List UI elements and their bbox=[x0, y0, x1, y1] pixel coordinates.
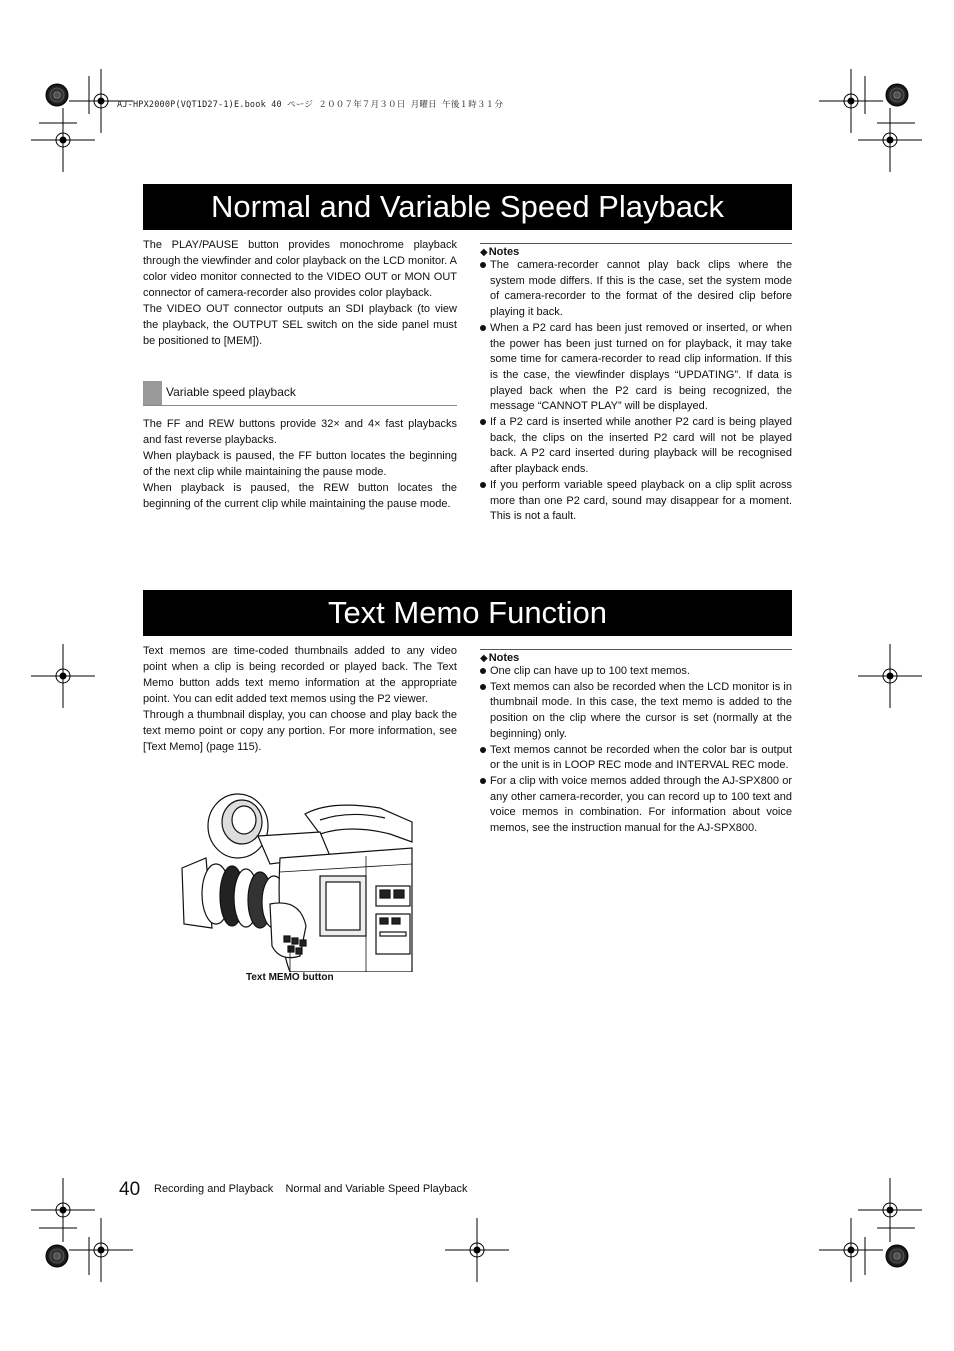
print-info-header: AJ-HPX2000P(VQT1D27-1)E.book 40 ページ ２００７年７月３０日 月曜日 午後１時３１分 bbox=[117, 100, 504, 110]
camera-illustration bbox=[180, 786, 414, 972]
notes-label: Notes bbox=[488, 652, 520, 664]
figure-caption: Text MEMO button bbox=[246, 972, 334, 983]
footer-breadcrumb: Recording and Playback Normal and Variable Speed Playback bbox=[154, 1183, 468, 1195]
page-number: 40 bbox=[119, 1179, 141, 1200]
bullet-icon bbox=[480, 482, 486, 488]
paragraph: When playback is paused, the FF button locates the beginning of the next clip while maintaining the pause mode. bbox=[143, 450, 457, 478]
list-item: If you perform variable speed playback on a clip split across more than one P2 card, sound may disappear for a moment. This is not a fault. bbox=[480, 478, 792, 525]
bullet-icon bbox=[480, 668, 486, 674]
notes-list-playback bbox=[480, 258, 792, 525]
list-item: Text memos cannot be recorded when the color bar is output or the unit is in LOOP REC mode and INTERVAL REC mode. bbox=[480, 743, 792, 774]
paragraph: The FF and REW buttons provide 32× and 4× fast playbacks and fast reverse playbacks. bbox=[143, 418, 457, 446]
section-title-playback: Normal and Variable Speed Playback bbox=[143, 184, 792, 230]
list-item: Text memos can also be recorded when the LCD monitor is in thumbnail mode. In this case, the text memo is added to the position on the clip where the cursor is set (normally at the beginning) only. bbox=[480, 680, 792, 743]
notes-label: Notes bbox=[488, 246, 520, 258]
section-title-text-memo: Text Memo Function bbox=[143, 590, 792, 636]
bullet-icon bbox=[480, 325, 486, 331]
subheading-variable-speed bbox=[143, 381, 457, 406]
paragraph: When playback is paused, the REW button locates the beginning of the current clip while maintaining the pause mode. bbox=[143, 482, 457, 510]
list-item: The camera-recorder cannot play back clips where the system mode differs. If this is the case, set the system mode of camera-recorder to the format of the desired clip before playing it back. bbox=[480, 258, 792, 321]
bullet-icon bbox=[480, 747, 486, 753]
bullet-icon bbox=[480, 262, 486, 268]
playback-intro bbox=[143, 237, 457, 349]
notes-list-text-memo bbox=[480, 664, 792, 837]
list-item: When a P2 card has been just removed or inserted, or when the power has been just turned on for playback, it may take some time for camera-recorder to read clip information. If this is the case, the viewfinder displays “UPDATING”. If data is played back when the P2 card is being recognized, the message “CANNOT PLAY” will be displayed. bbox=[480, 321, 792, 415]
paragraph: Text memos are time-coded thumbnails added to any video point when a clip is being recorded or played back. The Text Memo button adds text memo information at the appropriate point. You can edit added text memos using the P2 viewer. bbox=[143, 645, 457, 705]
list-item: One clip can have up to 100 text memos. bbox=[480, 664, 792, 680]
paragraph: The PLAY/PAUSE button provides monochrome playback through the viewfinder and color playback on the LCD monitor. A color video monitor connected to the VIDEO OUT or MON OUT connector of camera-recorder also provides color playback. bbox=[143, 239, 457, 299]
diamond-icon: ◆ bbox=[480, 247, 488, 258]
bullet-icon bbox=[480, 419, 486, 425]
text-memo-intro bbox=[143, 643, 457, 755]
subheading-bar bbox=[143, 381, 162, 405]
list-item: If a P2 card is inserted while another P2 card is being played back, the clips on the inserted P2 card will not be played back. A P2 card inserted during playback will be recognised after playback ends. bbox=[480, 415, 792, 478]
list-item: For a clip with voice memos added through the AJ-SPX800 or any other camera-recorder, you can record up to 100 text and voice memos in combination. For information about voice memos, see the instruction manual for the AJ-SPX800. bbox=[480, 774, 792, 837]
bullet-icon bbox=[480, 684, 486, 690]
diamond-icon: ◆ bbox=[480, 653, 488, 664]
paragraph: The VIDEO OUT connector outputs an SDI playback (to view the playback, the OUTPUT SEL switch on the side panel must be positioned to [MEM]). bbox=[143, 303, 457, 347]
bullet-icon bbox=[480, 778, 486, 784]
paragraph: Through a thumbnail display, you can choose and play back the text memo point or copy any portion. For more information, see [Text Memo] (page 115). bbox=[143, 709, 457, 753]
subheading-label: Variable speed playback bbox=[166, 385, 296, 399]
variable-speed-text bbox=[143, 416, 457, 512]
